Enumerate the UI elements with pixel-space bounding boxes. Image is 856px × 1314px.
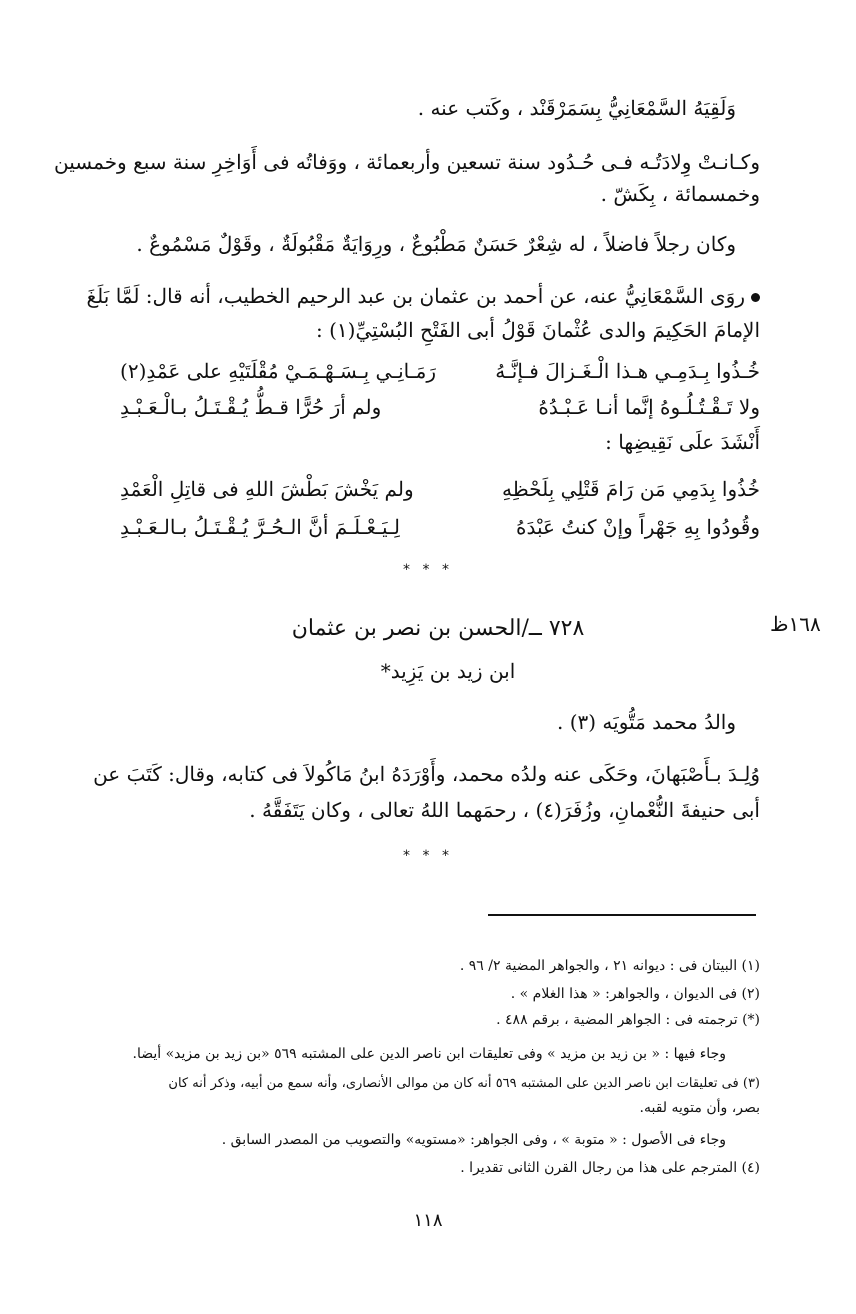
footnote-4: (٤) المترجم على هذا من رجال القرن الثانى تقديرا .	[460, 1160, 760, 1176]
verse-line-1	[120, 356, 760, 386]
paragraph-father-of: والدُ محمد مَتُّويَه (٣) .	[556, 710, 736, 734]
footnote-3-line-2: بصر، وأن متويه لقبه.	[639, 1100, 760, 1116]
verse-1-first-hemistich: خُـذُوا بِـدَمِـي هـذا الْـغَـزالَ فـإنَّـهُ	[495, 359, 760, 383]
paragraph-met-samani: وَلَقِيَهُ السَّمْعَانِيُّ بِسَمَرْقَنْد ، وكَتب عنه .	[417, 96, 736, 120]
verse-2-first-hemistich: ولا تَـقْـتُـلُـوهُ إنَّما أنـا عَـبْـدُهُ	[538, 395, 760, 419]
footnote-3-continued: وجاء فى الأصول : « متوبة » ، وفى الجواهر: «مستويه» والتصويب من المصدر السابق .	[221, 1132, 726, 1148]
verse-2-second-hemistich: ولم أرَ حُرًّا قـطُّ يُـقْـتَـلُ بـالْـعَـبْـدِ	[120, 395, 382, 419]
verse-4-first-hemistich: وقُودُوا بِهِ جَهْراً وإنْ كنتُ عَبْدَهُ	[516, 515, 760, 539]
paragraph-born-line-2: أبى حنيفةَ النُّعْمانِ، وزُفَرَ(٤) ، رحمَهما اللهُ تعالى ، وكان يَتَفَقَّهُ .	[249, 798, 760, 822]
entry-subtitle: ابن زيد بن يَزِيد*	[380, 659, 516, 683]
footnote-3-line-1: (٣) فى تعليقات ابن ناصر الدين على المشتبه ٥٦٩ أنه كان من موالى الأنصارى، وأنه سمع من أبيه، وذكر أنه كان	[168, 1076, 760, 1091]
counter-poem-intro: أَنْشَدَ علَى نَقِيضِها :	[605, 430, 760, 454]
verse-line-3	[120, 474, 760, 504]
paragraph-narration-line-2: الإمامَ الحَكِيمَ والدى عُثْمانَ قَوْلُ أبى الفَتْحِ البُسْتِيِّ(١) :	[316, 318, 760, 342]
footnote-star: (*) ترجمته فى : الجواهر المضية ، برقم ٤٨٨ .	[496, 1012, 760, 1028]
verse-1-second-hemistich: رَمَـانِـي بِـسَـهْـمَـيْ مُقْلَتَيْهِ على عَمْدِ(٢)	[120, 359, 436, 383]
manuscript-folio-reference: ١٦٨ظ	[770, 612, 821, 636]
footnote-star-continued: وجاء فيها : « بن زيد بن مزيد » وفى تعليقات ابن ناصر الدين على المشتبه ٥٦٩ «بن زيد بن مزيد» أيضا.	[132, 1046, 726, 1062]
footnote-1: (١) البيتان فى : ديوانه ٢١ ، والجواهر المضية ٢/ ٩٦ .	[459, 958, 760, 974]
paragraph-birth-death-line-2: وخمسمائة ، بِكَشّ .	[600, 182, 760, 206]
section-separator-stars-2: * * *	[403, 848, 453, 864]
paragraph-birth-death-line-1: وكـانـتْ وِلادَتُـه فـى حُـدُود سنة تسعين وأربعمائة ، ووَفاتُه فى أَوَاخِرِ سنة سبع وخمسين	[54, 150, 760, 174]
paragraph-born-line-1: وُلِـدَ بـأَصْبَهانَ، وحَكَى عنه ولدُه محمد، وأَوْرَدَهُ ابنُ مَاكُولاَ فى كتابه، وقال: كَتَبَ عن	[93, 762, 760, 786]
paragraph-narration-line-1	[87, 282, 761, 310]
footnote-2: (٢) فى الديوان ، والجواهر: « هذا الغلام » .	[510, 986, 760, 1002]
verse-3-first-hemistich: خُذُوا بِدَمِي مَن رَامَ قَتْلِي بِلَحْظِهِ	[502, 477, 760, 501]
verse-3-second-hemistich: ولم يَخْشَ بَطْشَ اللهِ فى قاتِلِ الْعَمْدِ	[120, 477, 414, 501]
paragraph-description: وكان رجلاً فاضلاً ، له شِعْرٌ حَسَنٌ مَطْبُوعٌ ، ورِوَايَةٌ مَقْبُولَةٌ ، وقَوْلٌ مَسْمُوعٌ .	[136, 232, 736, 256]
narration-text-1: روَى السَّمْعَانِيُّ عنه، عن أحمد بن عثمان بن عبد الرحيم الخطيب، أنه قال: لَمَّا بَلَغَ	[86, 284, 745, 308]
entry-title: ٧٢٨ ــ/الحسن بن نصر بن عثمان	[291, 616, 585, 641]
verse-line-2	[120, 392, 760, 422]
section-separator-stars: * * *	[403, 562, 453, 578]
verse-4-second-hemistich: لِـيَـعْـلَـمَ أنَّ الـحُـرَّ يُـقْـتَـلُ بـالـعَـبْـدِ	[120, 515, 400, 539]
footnote-divider	[488, 914, 756, 916]
verse-line-4	[120, 512, 760, 542]
page-number: ١١٨	[413, 1210, 443, 1231]
bullet-marker	[751, 293, 760, 302]
